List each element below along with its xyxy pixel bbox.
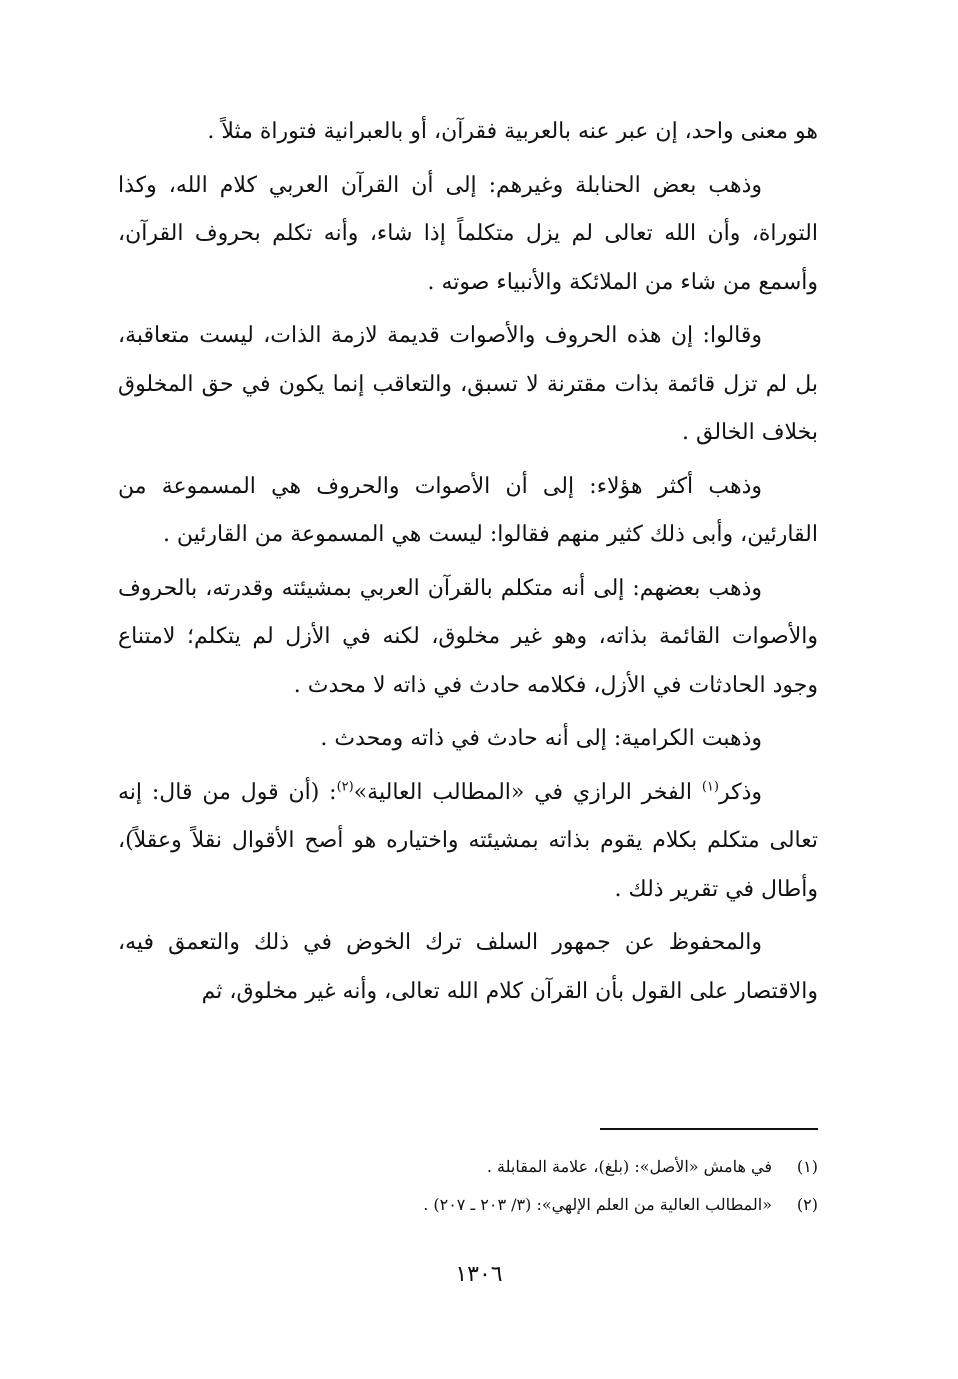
paragraph: وقالوا: إن هذه الحروف والأصوات قديمة لازمة الذات، ليست متعاقبة، بل لم تزل قائمة بذات مقترنة لا تسبق، والتعاقب إنما يكون في حق المخلوق بخلاف الخالق . [118,323,818,445]
paragraph-text: : (أن قول من قال: إنه تعالى متكلم بكلام يقوم بذاته بمشيئته واختياره هو أصح الأقوال نقلاً وعقلاً)، وأطال في تقرير ذلك . [118,779,818,902]
footnote-text: في هامش «الأصل»: (بلغ)، علامة المقابلة . [486,1157,772,1176]
paragraph-text: الفخر الرازي في «المطالب العالية» [353,779,702,805]
footnote-ref-2[interactable]: (٢) [336,779,354,795]
footnote-divider [600,1128,818,1130]
paragraph: وذهبت الكرامية: إلى أنه حادث في ذاته ومحدث . [320,726,762,751]
paragraph: هو معنى واحد، إن عبر عنه بالعربية فقرآن، أو بالعبرانية فتوراة مثلاً . [207,119,818,144]
footnote-ref-1[interactable]: (١) [701,779,719,795]
main-text [118,108,818,1016]
paragraph: وذهب بعض الحنابلة وغيرهم: إلى أن القرآن العربي كلام الله، وكذا التوراة، وأن الله تعالى لم يزل متكلماً إذا شاء، وأنه تكلم بحروف القرآن، وأسمع من شاء من الملائكة والأنبياء صوته . [118,172,818,295]
footnote-number: (٢) [796,1195,818,1214]
paragraph: وذهب أكثر هؤلاء: إلى أن الأصوات والحروف هي المسموعة من القارئين، وأبى ذلك كثير منهم فقالوا: ليست هي المسموعة من القارئين . [118,473,818,547]
paragraph: وذهب بعضهم: إلى أنه متكلم بالقرآن العربي بمشيئته وقدرته، بالحروف والأصوات القائمة بذاته، وهو غير مخلوق، لكنه في الأزل لم يتكلم؛ لامتناع وجود الحادثات في الأزل، فكلامه حادث في ذاته لا محدث . [118,575,818,698]
paragraph-with-footnotes [118,769,818,915]
footnote-text: «المطالب العالية من العلم الإلهي»: (٣/ ٢٠٣ ـ ٢٠٧) . [423,1195,772,1214]
paragraph: والمحفوظ عن جمهور السلف ترك الخوض في ذلك والتعمق فيه، والاقتصار على القول بأن القرآن كلام الله تعالى، وأنه غير مخلوق، ثم [118,930,818,1004]
footnote-1 [118,1148,818,1186]
footnote-number: (١) [796,1157,818,1176]
paragraph-text: وذكر [718,779,762,805]
footnotes [118,1148,818,1224]
page-number: ١٣٠٦ [455,1262,503,1287]
footnote-2 [118,1186,818,1224]
